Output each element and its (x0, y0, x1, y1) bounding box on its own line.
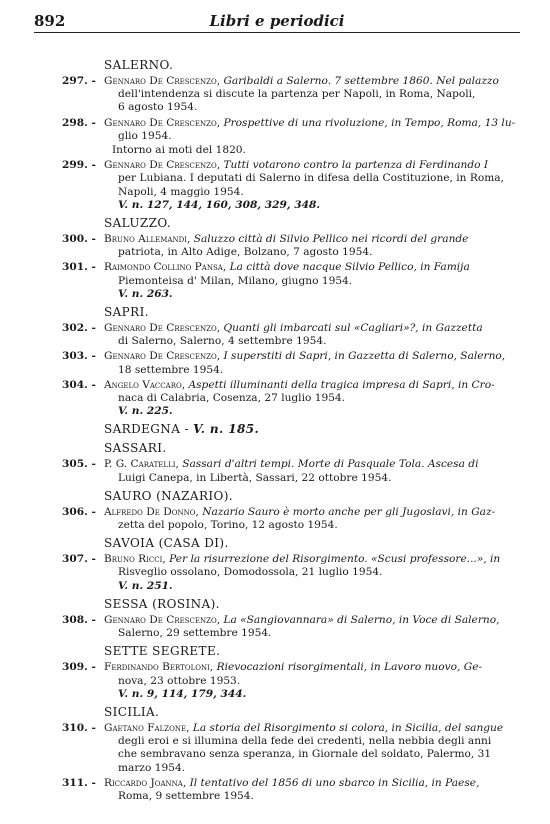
entry-author: Gennaro De Crescenzo, (104, 613, 221, 626)
section-cross-reference: V. n. 185. (193, 422, 260, 437)
bibliography-entry (62, 75, 528, 115)
entry-continuation-line: Roma, 9 settembre 1954. (118, 789, 254, 802)
entry-continuation-line: nova, 23 ottobre 1953. (118, 674, 241, 687)
entry-continuation-line: patriota, in Alto Adige, Bolzano, 7 agosto 1954. (118, 246, 373, 259)
entry-continuation-line: degli eroi e si illumina della fede dei credenti, nella nebbia degli anni (118, 735, 492, 748)
entry-continuation-line: 6 agosto 1954. (118, 101, 198, 114)
entry-continuation-line: glio 1954. (118, 129, 172, 142)
entry-first-line (104, 261, 528, 274)
section-heading (104, 597, 528, 612)
bibliography-entry (62, 350, 528, 376)
bibliography-entry (62, 261, 528, 301)
bibliography-entry (62, 379, 528, 419)
entry-author: Bruno Ricci, (104, 553, 166, 566)
entry-author: Ferdinando Bertoloni, (104, 661, 214, 674)
entry-title-text: La «Sangiovannara» di Salerno, in Voce di Salerno, (223, 613, 500, 626)
entry-cross-reference: V. n. 251. (118, 579, 173, 592)
entry-continuation-line: Risveglio ossolano, Domodossola, 21 luglio 1954. (118, 566, 383, 579)
entry-title-text: Garibaldi a Salerno. 7 settembre 1860. Nel palazzo (223, 75, 499, 87)
entry-first-line (104, 722, 528, 735)
entry-title-text: La città dove nacque Silvio Pellico, in Famija (229, 261, 470, 274)
bibliography-entry (62, 777, 528, 803)
section-heading (104, 216, 528, 231)
entry-title-text: Nazario Sauro è morto anche per gli Jugoslavi, in Gaz- (202, 505, 496, 518)
entry-first-line (104, 458, 528, 471)
entry-title-text: Prospettive di una rivoluzione, in Tempo, Roma, 13 lu- (223, 116, 516, 129)
entry-first-line (104, 553, 528, 566)
entry-cross-reference: V. n. 263. (118, 287, 173, 300)
page-number: 892 (34, 12, 66, 30)
entry-number: 311. - (62, 776, 96, 789)
entry-number: 301. - (62, 261, 96, 274)
entry-continuation-line: dell'intendenza si discute la partenza per Napoli, in Roma, Napoli, (118, 88, 476, 101)
entry-first-line (104, 614, 528, 627)
section-heading (104, 58, 528, 73)
bibliography-entry (62, 614, 528, 640)
entry-first-line (104, 159, 528, 172)
entry-first-line (104, 75, 528, 88)
entry-first-line (104, 379, 528, 392)
entry-number: 299. - (62, 159, 96, 172)
section-heading (104, 441, 528, 456)
entry-title-text: Aspetti illuminanti della tragica impresa di Sapri, in Cro- (188, 378, 495, 391)
entry-number: 309. - (62, 661, 96, 674)
entry-author: Gennaro De Crescenzo, (104, 75, 221, 87)
running-title: Libri e periodici (209, 12, 345, 30)
entry-author: Bruno Allemandi, (104, 233, 191, 246)
entry-number: 306. - (62, 505, 96, 518)
entry-author: Gennaro De Crescenzo, (104, 350, 221, 363)
entry-first-line (104, 233, 528, 246)
entry-number: 310. - (62, 721, 96, 734)
entry-number: 308. - (62, 613, 96, 626)
bibliography-entry (62, 661, 528, 701)
section-heading (104, 422, 528, 437)
entry-continuation-line: Salerno, 29 settembre 1954. (118, 627, 272, 640)
section-heading (104, 305, 528, 320)
entry-author: Alfredo De Donno, (104, 505, 199, 518)
entry-number: 304. - (62, 378, 96, 391)
entry-author: Raimondo Collino Pansa, (104, 261, 227, 274)
entry-note: Intorno ai moti del 1820. (112, 144, 246, 157)
section-heading (104, 489, 528, 504)
section-heading-text: SASSARI. (104, 441, 167, 456)
bibliography-entry (62, 233, 528, 259)
entry-number: 303. - (62, 350, 96, 363)
entry-author: Angelo Vaccaro, (104, 378, 186, 391)
section-heading-text: SAVOIA (CASA DI). (104, 536, 229, 551)
entry-continuation-line: 18 settembre 1954. (118, 363, 224, 376)
section-heading (104, 705, 528, 720)
bibliography-entry (62, 117, 528, 158)
entry-title-text: Tutti votarono contro la partenza di Ferdinando I (223, 159, 489, 172)
entry-continuation-line: Piemonteisa d' Milan, Milano, giugno 1954. (118, 274, 353, 287)
entry-title-text: Rievocazioni risorgimentali, in Lavoro nuovo, Ge- (216, 661, 483, 674)
entry-cross-reference: V. n. 9, 114, 179, 344. (118, 687, 247, 700)
entry-title-text: I superstiti di Sapri, in Gazzetta di Salerno, Salerno, (223, 350, 506, 363)
entry-number: 297. - (62, 75, 96, 87)
entry-first-line (104, 117, 528, 130)
entry-title-text: Quanti gli imbarcati sul «Cagliari»?, in Gazzetta (223, 322, 483, 335)
entry-continuation-line: che sembravano senza speranza, in Giornale del soldato, Palermo, 31 (118, 748, 492, 761)
section-heading-text: SALUZZO. (104, 216, 172, 231)
entry-title-text: Il tentativo del 1856 di uno sbarco in Sicilia, in Paese, (189, 776, 480, 789)
entry-title-text: La storia del Risorgimento si colora, in Sicilia, del sangue (192, 721, 504, 734)
entry-continuation-line: Napoli, 4 maggio 1954. (118, 185, 244, 198)
entry-author: Gennaro De Crescenzo, (104, 116, 221, 129)
entry-number: 300. - (62, 233, 96, 246)
entry-number: 305. - (62, 458, 96, 471)
entry-continuation-line: marzo 1954. (118, 761, 186, 774)
entry-first-line (104, 661, 528, 674)
section-heading (104, 644, 528, 659)
entry-first-line (104, 506, 528, 519)
bibliography-entry (62, 553, 528, 593)
section-heading-text: SICILIA. (104, 704, 160, 719)
entry-continuation-line: per Lubiana. I deputati di Salerno in difesa della Costituzione, in Roma, (118, 172, 504, 185)
entry-author: Gennaro De Crescenzo, (104, 322, 221, 335)
section-heading-text: SAURO (NAZARIO). (104, 488, 234, 503)
bibliography-entry (62, 322, 528, 348)
page-header (34, 12, 520, 33)
entry-continuation-line: zetta del popolo, Torino, 12 agosto 1954. (118, 519, 338, 532)
bibliography-entry (62, 506, 528, 532)
section-heading (104, 536, 528, 551)
entry-number: 307. - (62, 553, 96, 566)
entry-continuation-line: naca di Calabria, Cosenza, 27 luglio 1954. (118, 392, 346, 405)
entry-continuation-line: di Salerno, Salerno, 4 settembre 1954. (118, 335, 327, 348)
bibliography-body (62, 54, 528, 805)
entry-continuation-line: Luigi Canepa, in Libertà, Sassari, 22 ottobre 1954. (118, 471, 392, 484)
entry-title-text: Per la risurrezione del Risorgimento. «Scusi professore...», in (169, 553, 501, 566)
section-heading-text: SALERNO. (104, 58, 174, 72)
entry-title-text: Sassari d'altri tempi. Morte di Pasquale Tola. Ascesa di (182, 458, 479, 471)
entry-author: Gennaro De Crescenzo, (104, 159, 221, 172)
entry-first-line (104, 777, 528, 790)
entry-number: 302. - (62, 322, 96, 335)
bibliography-entry (62, 722, 528, 775)
section-heading-text: SAPRI. (104, 305, 149, 320)
entry-cross-reference: V. n. 127, 144, 160, 308, 329, 348. (118, 198, 321, 211)
bibliography-entry (62, 159, 528, 212)
entry-first-line (104, 322, 528, 335)
section-heading-text: SETTE SEGRETE. (104, 644, 221, 659)
entry-title-text: Saluzzo città di Silvio Pellico nei ricordi del grande (193, 233, 469, 246)
section-heading-text: SESSA (ROSINA). (104, 596, 220, 611)
bibliography-entry (62, 458, 528, 484)
entry-author: Gaetano Falzone, (104, 721, 190, 734)
entry-author: P. G. Caratelli, (104, 458, 179, 471)
entry-author: Riccardo Joanna, (104, 776, 187, 789)
entry-number: 298. - (62, 116, 96, 129)
entry-first-line (104, 350, 528, 363)
entry-cross-reference: V. n. 225. (118, 405, 173, 418)
section-heading-text: SARDEGNA - (104, 422, 189, 437)
